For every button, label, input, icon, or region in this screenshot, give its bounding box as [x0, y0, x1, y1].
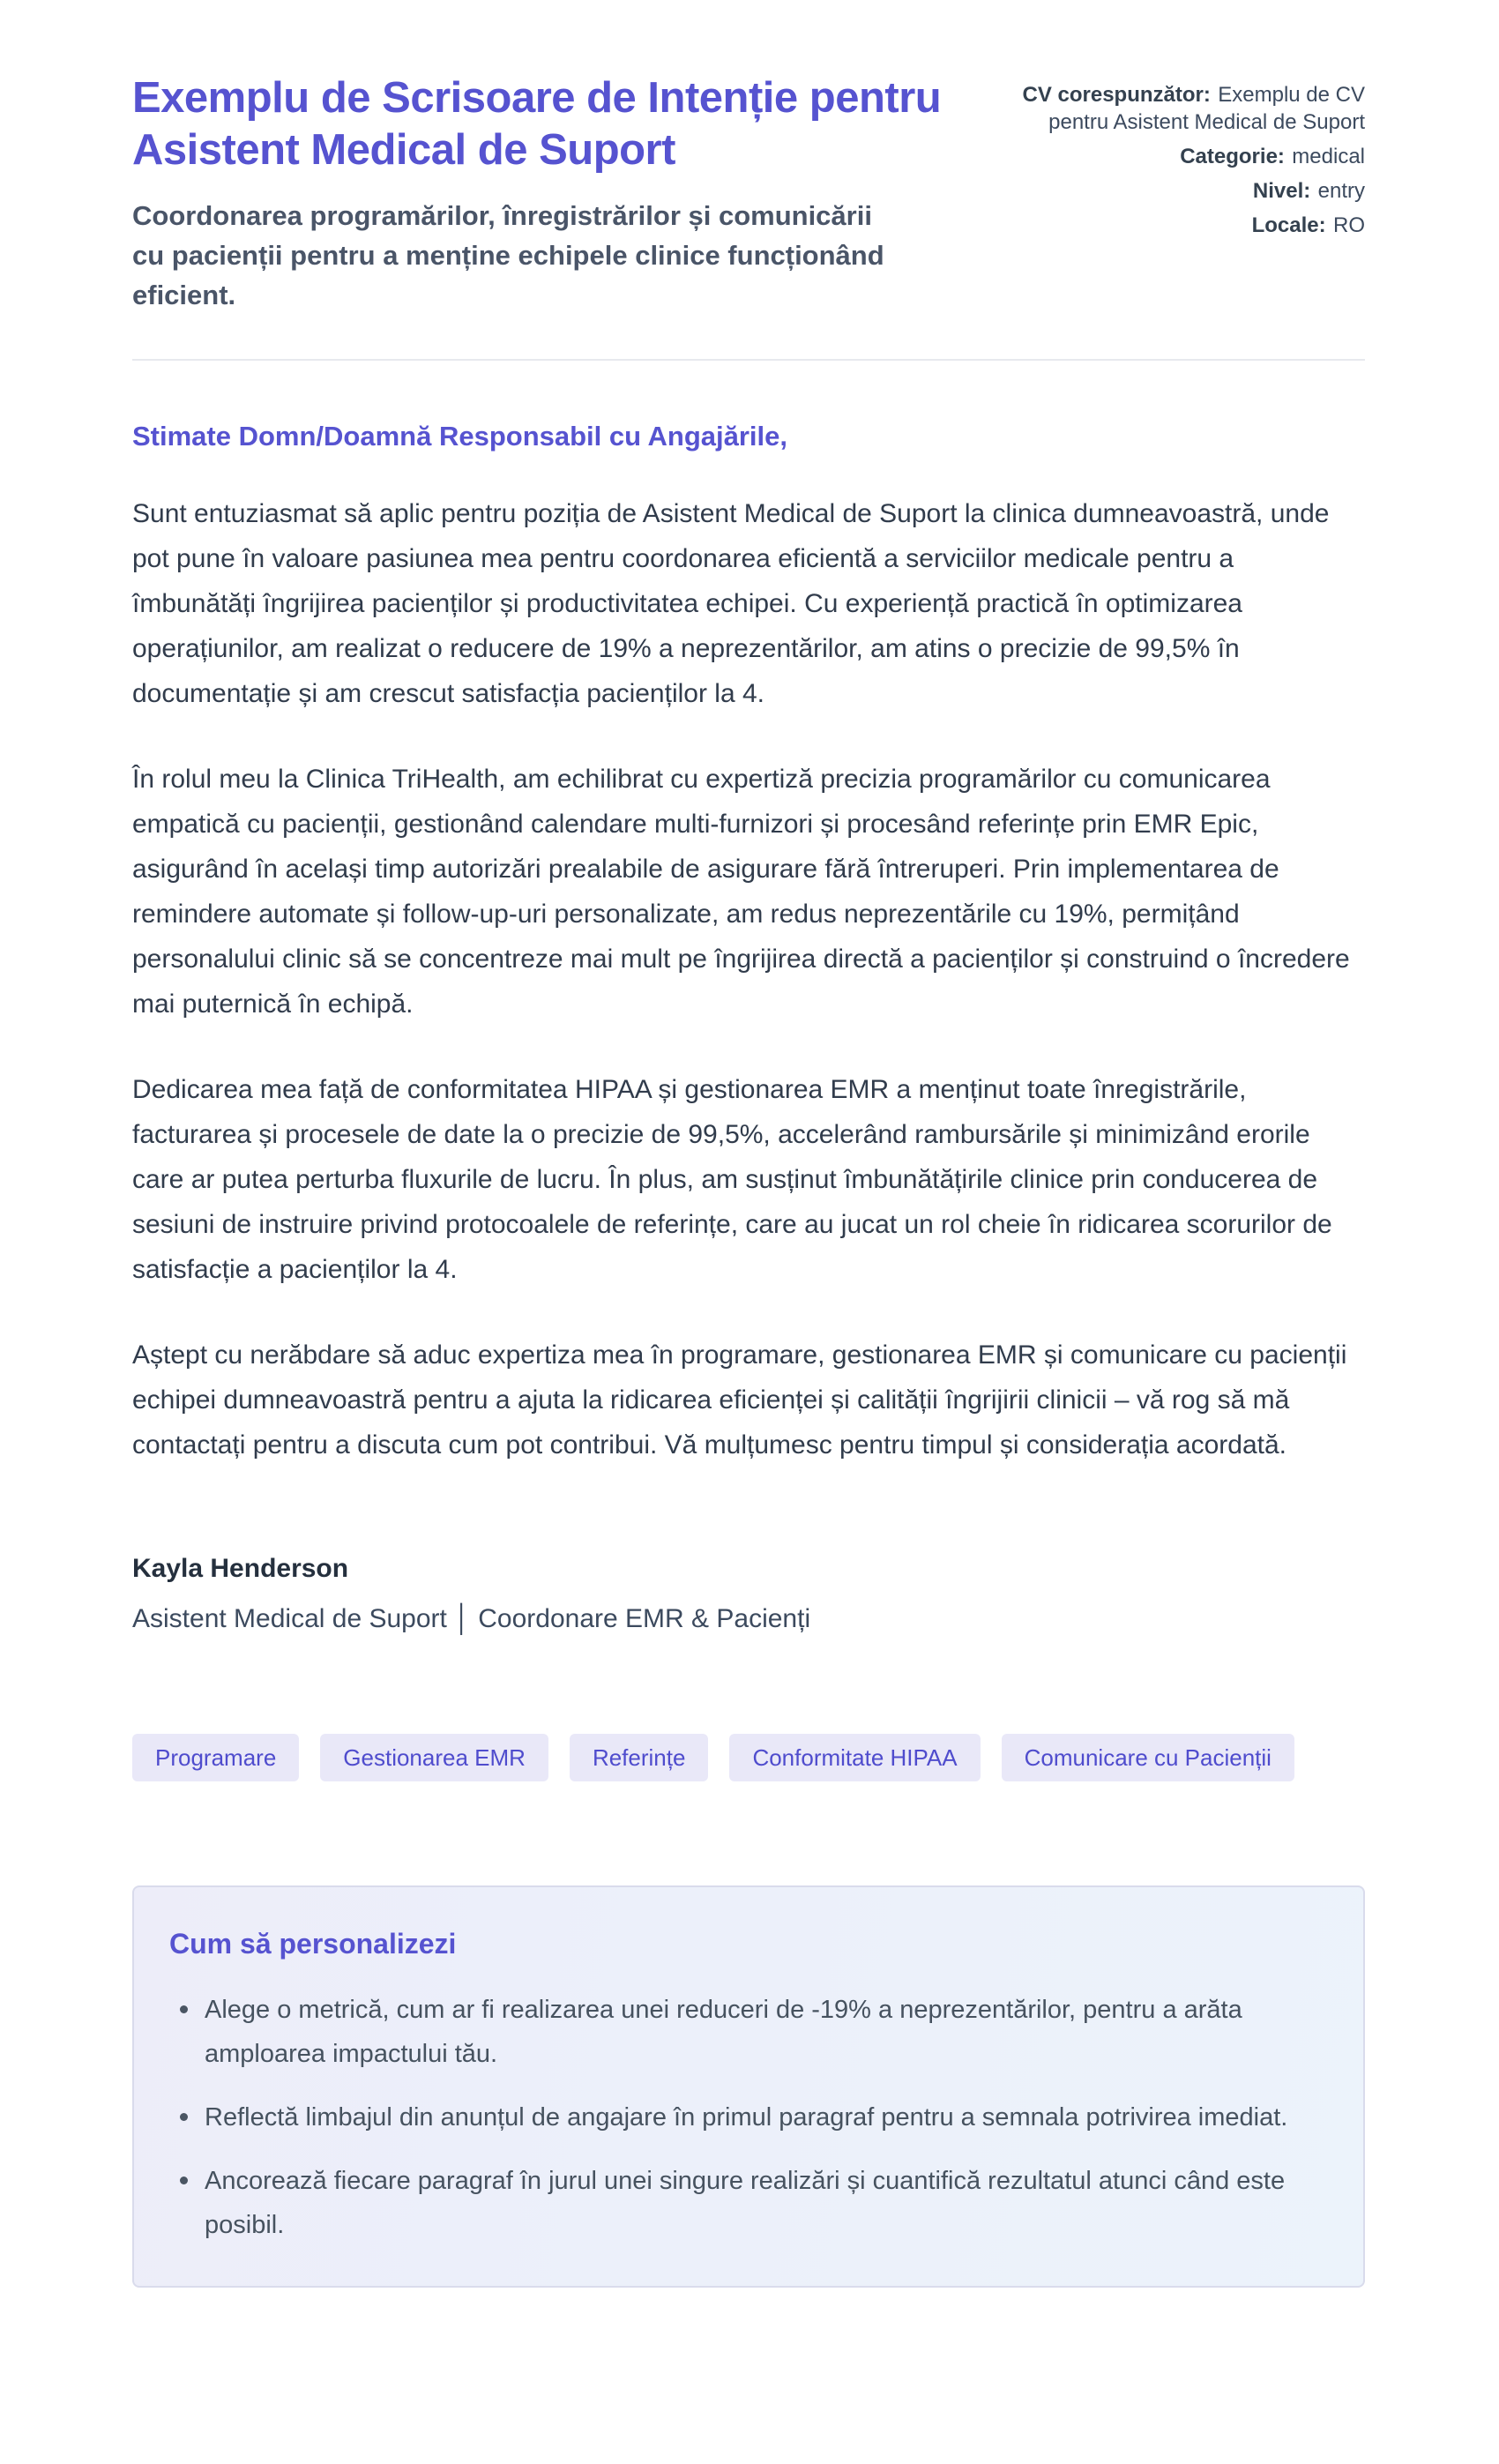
tag-pill-gestionarea-emr[interactable]: Gestionarea EMR: [320, 1734, 548, 1781]
letter-paragraph: În rolul meu la Clinica TriHealth, am echilibrat cu expertiză precizia programărilor cu comunicarea empatică cu pacienții, gestionând calendare multi-furnizori și procesând referințe prin EMR Epic, asigurând în același timp autorizări prealabile de asigurare fără întreruperi. Prin implementarea de remindere automate și follow-up-uri personalizate, am redus neprezentările cu 19%, permițând personalului clinic să se concentreze mai mult pe îngrijirea directă a pacienților și construind o încredere mai puternică în echipă.: [132, 765, 1350, 1019]
greeting: Stimate Domn/Doamnă Responsabil cu Angajările,: [132, 421, 788, 452]
tip-item: Alege o metrică, cum ar fi realizarea unei reduceri de -19% a neprezentărilor, pentru a arăta amploarea impactului tău.: [169, 1988, 1321, 2076]
meta-row-category: [995, 143, 1365, 170]
header: [132, 72, 1365, 315]
letter-body: [132, 419, 1365, 1637]
meta-row-cv: [995, 81, 1365, 136]
header-title-block: [132, 72, 952, 315]
meta-row-level: [995, 177, 1365, 205]
meta-value: Exemplu de CV pentru Asistent Medical de Suport: [1048, 83, 1365, 134]
letter-paragraph: Sunt entuziasmat să aplic pentru poziția de Asistent Medical de Suport la clinica dumneavoastră, unde pot pune în valoare pasiunea mea pentru coordonarea eficientă a serviciilor medicale pentru a îmbunătăți îngrijirea pacienților și productivitatea echipei. Cu experiență practică în optimizarea operațiunilor, am realizat o reducere de 19% a neprezentărilor, am atins o precizie de 99,5% în documentație și am crescut satisfacția pacienților la 4.: [132, 499, 1330, 708]
tag-pill-referinte[interactable]: Referințe: [570, 1734, 709, 1781]
tag-pill-conformitate-hipaa[interactable]: Conformitate HIPAA: [729, 1734, 980, 1781]
meta-label: Locale:: [1251, 213, 1326, 237]
meta-value: RO: [1333, 213, 1365, 237]
letter-paragraph: Aștept cu nerăbdare să aduc expertiza mea în programare, gestionarea EMR și comunicare cu pacienții echipei dumneavoastră pentru a ajuta la ridicarea eficienței și calității îngrijirii clinicii – vă rog să mă contactați pentru a discuta cum pot contribui. Vă mulțumesc pentru timpul și considerația acordată.: [132, 1340, 1347, 1460]
meta-panel: [995, 81, 1365, 246]
tips-title: Cum să personalizezi: [169, 1928, 457, 1960]
letter-paragraph: Dedicarea mea față de conformitatea HIPAA și gestionarea EMR a menținut toate înregistrările, facturarea și procesele de date la o precizie de 99,5%, accelerând rambursările și minimizând erorile care ar putea perturba fluxurile de lucru. În plus, am susținut îmbunătățirile clinice prin conducerea de sesiuni de instruire privind protocoalele de referințe, care au jucat un rol cheie în ridicarea scorurilor de satisfacție a pacienților la 4.: [132, 1075, 1332, 1284]
meta-value: medical: [1292, 145, 1365, 168]
page-title: Exemplu de Scrisoare de Intenție pentru Asistent Medical de Suport: [132, 74, 942, 174]
meta-label: Categorie:: [1180, 145, 1285, 168]
tag-pill-programare[interactable]: Programare: [132, 1734, 299, 1781]
signature-role: Asistent Medical de Suport │ Coordonare EMR & Pacienți: [132, 1604, 811, 1633]
tag-pill-comunicare-cu-pacientii[interactable]: Comunicare cu Pacienții: [1002, 1734, 1294, 1781]
tip-item: Reflectă limbajul din anunțul de angajare în primul paragraf pentru a semnala potrivirea imediat.: [169, 2095, 1321, 2139]
tag-list: [132, 1734, 1365, 1781]
tips-box: [132, 1885, 1365, 2288]
meta-row-locale: [995, 212, 1365, 239]
signature-name: Kayla Henderson: [132, 1554, 349, 1583]
tip-item: Ancorează fiecare paragraf în jurul unei singure realizări și cuantifică rezultatul atunci când este posibil.: [169, 2159, 1321, 2247]
tips-list: [169, 1988, 1321, 2247]
meta-label: Nivel:: [1252, 179, 1311, 203]
divider: [132, 359, 1365, 361]
meta-label: CV corespunzător:: [1022, 83, 1211, 107]
page-subtitle: Coordonarea programărilor, înregistrărilor și comunicării cu pacienții pentru a menține echipele clinice funcționând eficient.: [132, 200, 884, 310]
meta-value: entry: [1317, 179, 1365, 203]
